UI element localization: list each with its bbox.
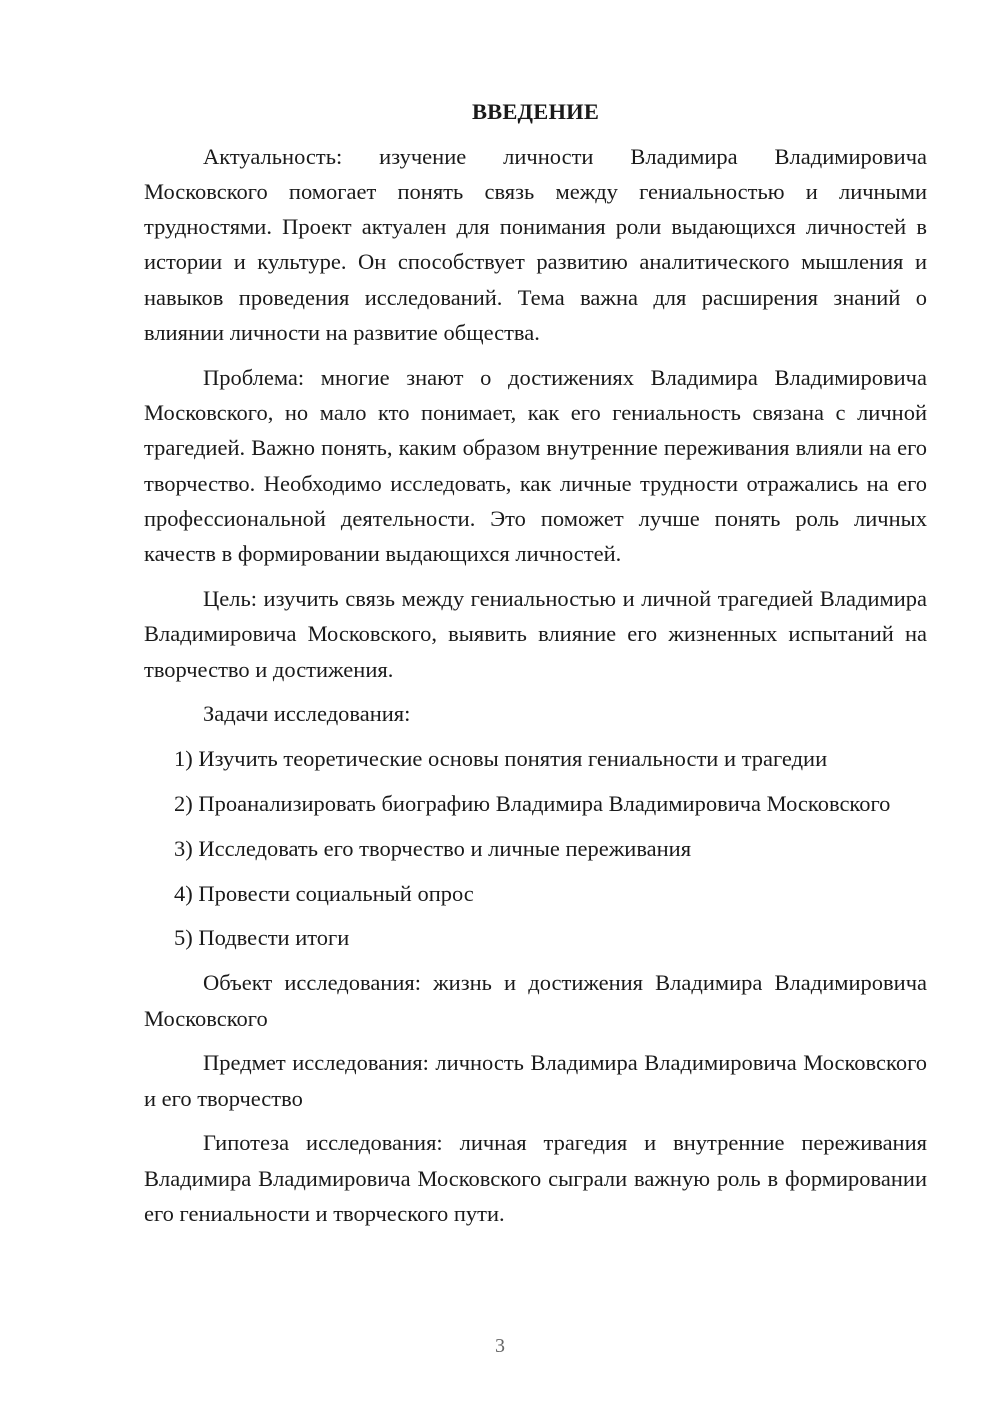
task-item-5: 5) Подвести итоги <box>174 925 350 951</box>
section-title: ВВЕДЕНИЕ <box>471 99 600 124</box>
paragraph-subject: Предмет исследования: личность Владимира Владимировича Московского и его творчество <box>144 1050 927 1111</box>
task-item-1: 1) Изучить теоретические основы понятия гениальности и трагедии <box>174 746 828 772</box>
task-item-3: 3) Исследовать его творчество и личные переживания <box>174 835 692 861</box>
paragraph-goal: Цель: изучить связь между гениальностью и личной трагедией Владимира Владимировича Московского, выявить влияние его жизненных испытаний на творчество и достижения. <box>144 586 927 682</box>
document-page <box>144 94 927 1231</box>
paragraph-actuality: Актуальность: изучение личности Владимира Владимировича Московского помогает понять связь между гениальностью и личными трудностями. Проект актуален для понимания роли выдающихся личностей в истории и культуре. Он способствует развитию аналитического мышления и навыков проведения исследований. Тема важна для расширения знаний о влиянии личности на развитие общества. <box>144 143 927 345</box>
paragraph-hypothesis: Гипотеза исследования: личная трагедия и внутренние переживания Владимира Владимировича Московского сыграли важную роль в формировании его гениальности и творческого пути. <box>144 1130 927 1227</box>
paragraph-object: Объект исследования: жизнь и достижения Владимира Владимировича Московского <box>144 970 927 1031</box>
task-item-4: 4) Провести социальный опрос <box>174 880 474 906</box>
paragraph-problem: Проблема: многие знают о достижениях Владимира Владимировича Московского, но мало кто понимает, как его гениальность связана с личной трагедией. Важно понять, каким образом внутренние переживания влияли на его творчество. Необходимо исследовать, как личные трудности отражались на его профессиональной деятельности. Это поможет лучше понять роль личных качеств в формировании выдающихся личностей. <box>144 364 927 567</box>
tasks-heading: Задачи исследования: <box>203 701 411 727</box>
task-item-2: 2) Проанализировать биографию Владимира Владимировича Московского <box>174 791 891 817</box>
page-number: 3 <box>495 1335 505 1357</box>
